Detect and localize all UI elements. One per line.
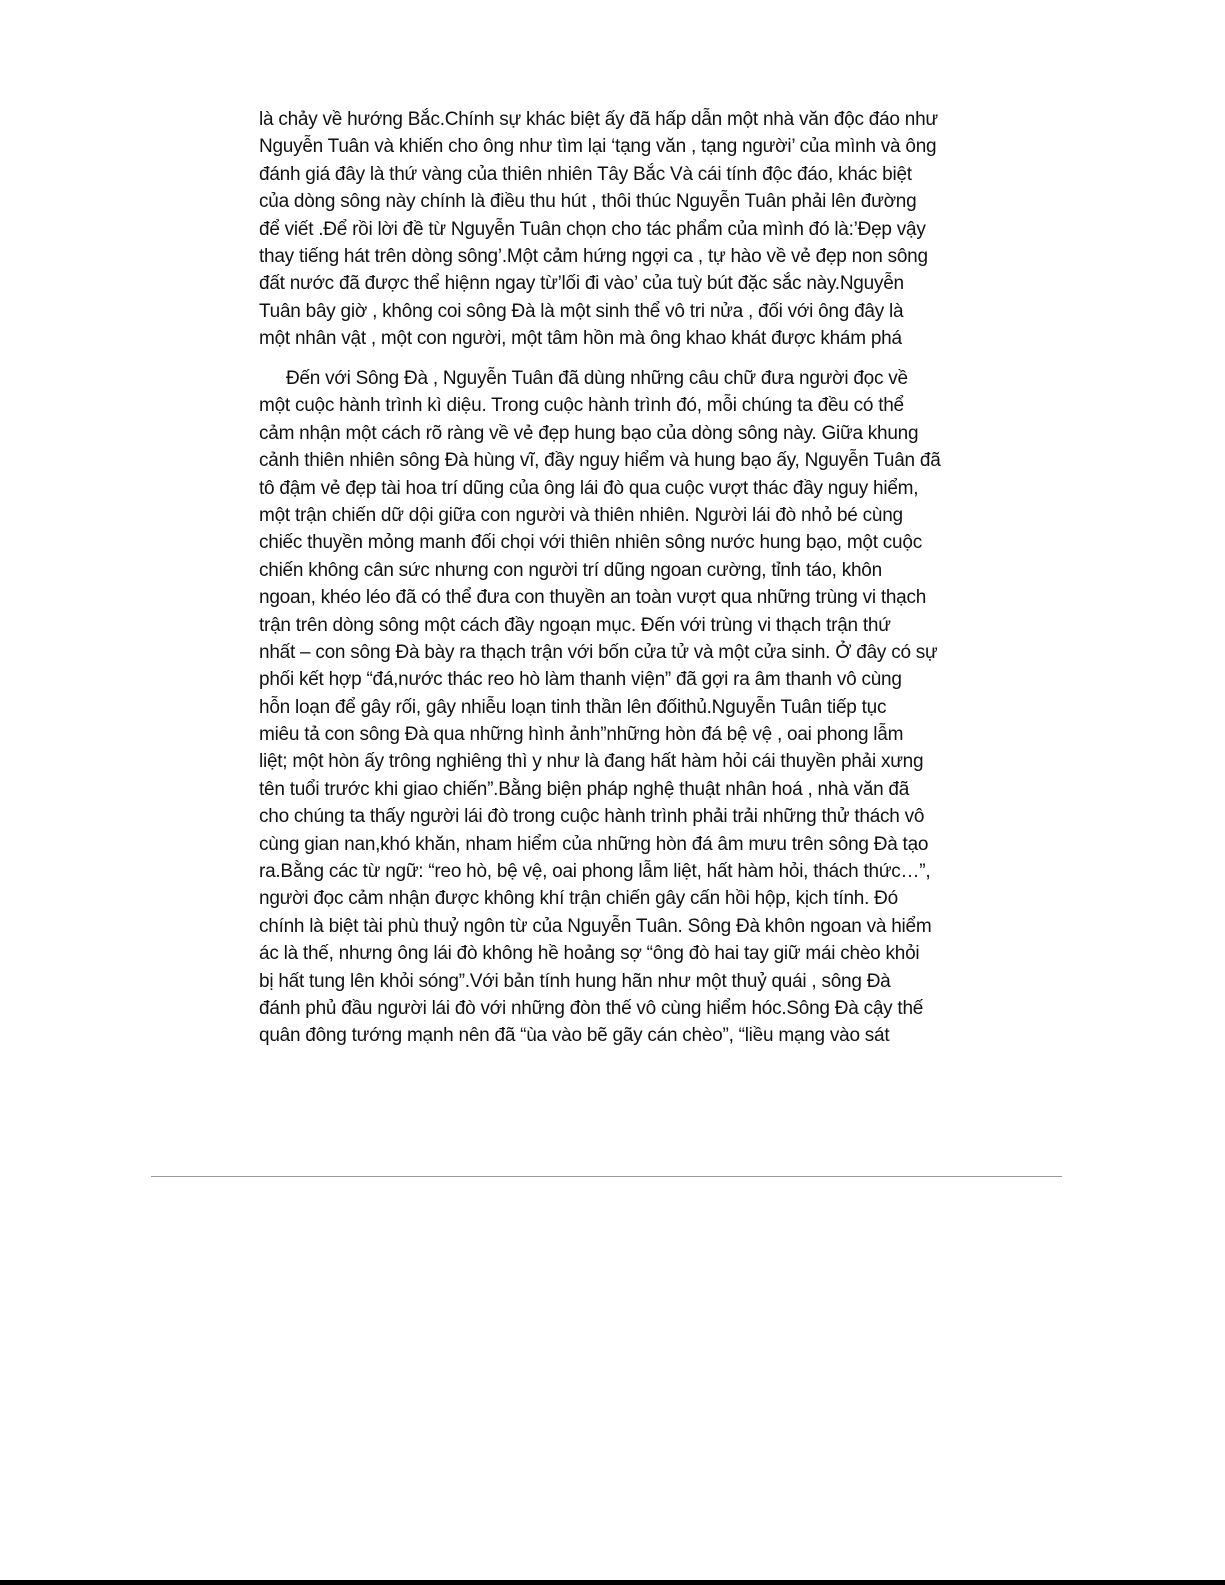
footer-divider [151,1176,1062,1177]
text-line: Đến với Sông Đà , Nguyễn Tuân đã dùng những câu chữ đưa người đọc về [286,368,908,389]
text-line: Nguyễn Tuân và khiến cho ông như tìm lại ‘tạng văn , tạng người’ của mình và ông [259,136,937,158]
text-line: ra.Bằng các từ ngữ: “reo hò, bệ vệ, oai phong lẫm liệt, hất hàm hỏi, thách thức…”, [259,861,931,883]
text-line: cùng gian nan,khó khăn, nham hiểm của những hòn đá âm mưu trên sông Đà tạo [259,833,929,855]
text-line: chính là biệt tài phù thuỷ ngôn từ của Nguyễn Tuân. Sông Đà khôn ngoan và hiểm [259,915,932,937]
text-line: liệt; một hòn ấy trông nghiêng thì y như là đang hất hàm hỏi cái thuyền phải xưng [259,751,924,773]
paragraph-2 [259,365,959,1050]
text-line: trận trên dòng sông một cách đầy ngoạn mục. Đến với trùng vi thạch trận thứ [259,614,891,636]
text-line: chiến không cân sức nhưng con người trí dũng ngoan cường, tỉnh táo, khôn [259,559,882,581]
text-line: ác là thế, nhưng ông lái đò không hề hoảng sợ “ông đò hai tay giữ mái chèo khỏi [259,943,920,965]
text-line: tên tuổi trước khi giao chiến”.Bằng biện pháp nghệ thuật nhân hoá , nhà văn đã [259,778,910,800]
text-line: một trận chiến dữ dội giữa con người và thiên nhiên. Người lái đò nhỏ bé cùng [259,504,903,526]
text-line: chiếc thuyền mỏng manh đối chọi với thiên nhiên sông nước hung bạo, một cuộc [259,532,922,554]
text-line: nhất – con sông Đà bày ra thạch trận với bốn cửa tử và một cửa sinh. Ở đây có sự [259,641,938,663]
text-line: một nhân vật , một con người, một tâm hồn mà ông khao khát được khám phá [259,328,902,350]
text-line: cảnh thiên nhiên sông Đà hùng vĩ, đầy nguy hiểm và hung bạo ấy, Nguyễn Tuân đã [259,450,941,472]
text-line: một cuộc hành trình kì diệu. Trong cuộc hành trình đó, mỗi chúng ta đều có thể [259,395,904,417]
text-line: phối kết hợp “đá,nước thác reo hò làm thanh viện” đã gợi ra âm thanh vô cùng [259,669,902,691]
text-line: thay tiếng hát trên dòng sông’.Một cảm hứng ngợi ca , tự hào về vẻ đẹp non sông [259,245,928,267]
text-line: quân đông tướng mạnh nên đã “ùa vào bẽ gãy cán chèo”, “liều mạng vào sát [259,1025,890,1047]
page-bottom-edge [0,1580,1225,1585]
paragraph-1 [259,106,959,353]
text-line: người đọc cảm nhận được không khí trận chiến gây cấn hồi hộp, kịch tính. Đó [259,888,898,910]
text-line: cho chúng ta thấy người lái đò trong cuộc hành trình phải trải những thử thách vô [259,806,925,828]
text-line: của dòng sông này chính là điều thu hút , thôi thúc Nguyễn Tuân phải lên đường [259,191,917,213]
text-line: để viết .Để rồi lời đề từ Nguyễn Tuân chọn cho tác phẩm của mình đó là:’Đẹp vậy [259,218,926,240]
text-line: đất nước đã được thể hiệnn ngay từ’lối đi vào’ của tuỳ bút đặc sắc này.Nguyễn [259,273,904,295]
text-line: ngoan, khéo léo đã có thể đưa con thuyền an toàn vượt qua những trùng vi thạch [259,587,927,609]
text-line: đánh giá đây là thứ vàng của thiên nhiên Tây Bắc Và cái tính độc đáo, khác biệt [259,163,912,185]
text-line: hỗn loạn để gây rối, gây nhiễu loạn tinh thần lên đốithủ.Nguyễn Tuân tiếp tục [259,696,887,718]
text-line: tô đậm vẻ đẹp tài hoa trí dũng của ông lái đò qua cuộc vượt thác đầy nguy hiểm, [259,477,919,499]
text-line: miêu tả con sông Đà qua những hình ảnh”những hòn đá bệ vệ , oai phong lẫm [259,724,904,746]
text-line: bị hất tung lên khỏi sóng”.Với bản tính hung hãn như một thuỷ quái , sông Đà [259,970,891,992]
text-line: đánh phủ đầu người lái đò với những đòn thế vô cùng hiểm hóc.Sông Đà cậy thế [259,997,924,1019]
text-line: cảm nhận một cách rõ ràng về vẻ đẹp hung bạo của dòng sông này. Giữa khung [259,422,919,444]
text-line: là chảy về hướng Bắc.Chính sự khác biệt ấy đã hấp dẫn một nhà văn độc đáo như [259,109,938,130]
text-line: Tuân bây giờ , không coi sông Đà là một sinh thể vô tri nửa , đối với ông đây là [259,300,904,322]
